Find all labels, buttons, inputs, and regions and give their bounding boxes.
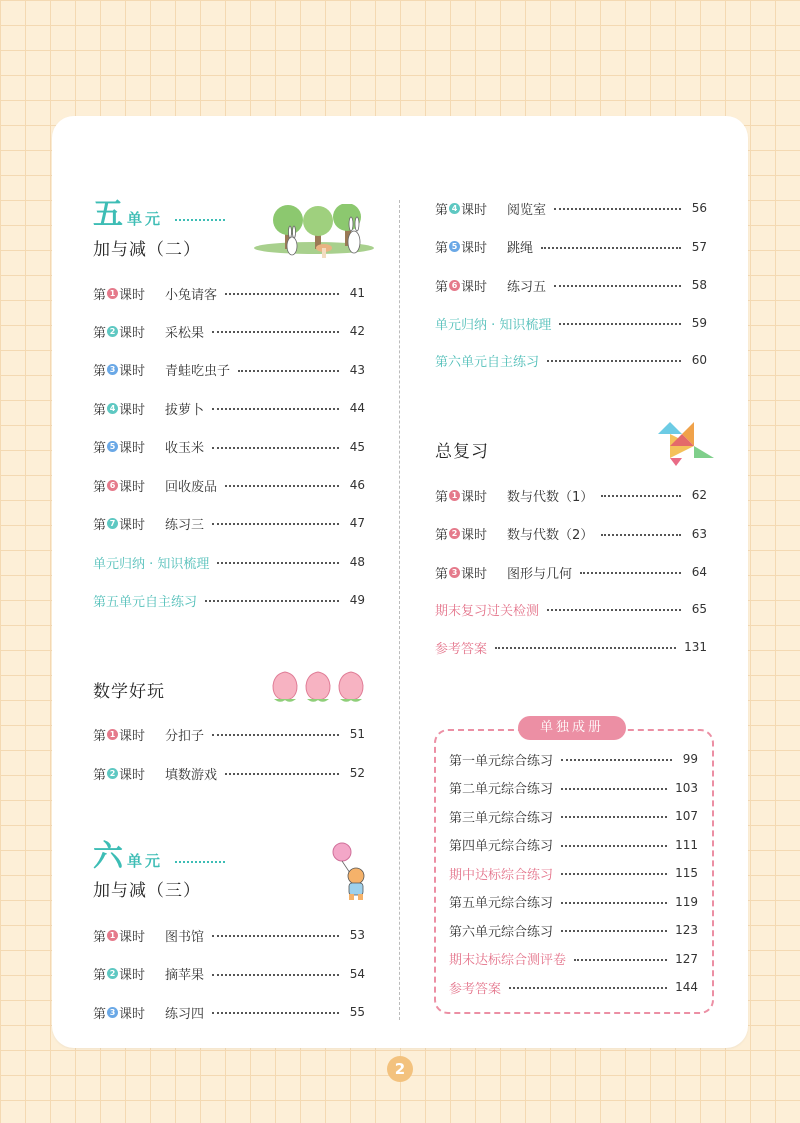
lesson-name: 回收废品 <box>165 479 218 495</box>
dot-leader <box>212 523 339 525</box>
entry-name: 参考答案 <box>449 981 502 997</box>
dot-leader <box>217 562 339 564</box>
booklet-item[interactable] <box>449 977 698 997</box>
fun-title: 数学好玩 <box>93 682 165 702</box>
lesson-number-badge: 6 <box>449 280 460 291</box>
toc-row[interactable] <box>435 562 707 582</box>
lesson-prefix: 第 <box>93 968 107 983</box>
lesson-number-badge: 2 <box>107 326 118 337</box>
lesson-prefix: 第 <box>435 489 449 505</box>
toc-row[interactable] <box>93 321 365 341</box>
dot-leader <box>601 534 681 536</box>
page-number: 52 <box>349 766 365 780</box>
lesson-label <box>93 1003 145 1022</box>
lesson-name: 拔萝卜 <box>165 402 205 418</box>
booklet-item[interactable] <box>449 892 698 912</box>
page-number: 56 <box>691 201 707 215</box>
lesson-suffix: 课时 <box>461 566 488 582</box>
booklet-item[interactable] <box>449 949 698 969</box>
lesson-number-badge: 1 <box>107 930 118 941</box>
entry-name: 第三单元综合练习 <box>449 810 554 826</box>
lesson-name: 数与代数（2） <box>507 528 594 543</box>
trees-bunnies-illustration <box>252 204 377 266</box>
dot-leader <box>547 360 681 362</box>
toc-row[interactable] <box>435 237 707 257</box>
dot-leader <box>601 495 681 497</box>
page-number: 119 <box>675 894 698 909</box>
lesson-prefix: 第 <box>93 364 107 380</box>
answers-row[interactable] <box>435 637 707 657</box>
booklet-item[interactable] <box>449 749 698 769</box>
final-test-row[interactable] <box>435 599 707 619</box>
lesson-suffix: 课时 <box>119 441 146 457</box>
lesson-name: 练习五 <box>507 279 547 295</box>
entry-name: 第二单元综合练习 <box>449 782 554 797</box>
lesson-label <box>93 514 145 533</box>
lesson-prefix: 第 <box>93 325 107 341</box>
booklet-item[interactable] <box>449 806 698 826</box>
page-number: 55 <box>349 1005 365 1019</box>
toc-row[interactable] <box>435 485 707 505</box>
lesson-number-badge: 1 <box>107 729 118 740</box>
lesson-number-badge: 4 <box>107 403 118 414</box>
unit5-number: 五 <box>93 197 123 232</box>
page-number: 45 <box>349 439 365 454</box>
lesson-label <box>435 237 487 256</box>
dot-leader <box>541 247 681 249</box>
dot-leader <box>561 845 667 847</box>
booklet-item[interactable] <box>449 778 698 798</box>
dot-leader <box>212 1012 339 1014</box>
lesson-prefix: 第 <box>93 287 107 303</box>
dot-leader <box>225 293 339 295</box>
lesson-suffix: 课时 <box>119 402 146 418</box>
entry-name: 参考答案 <box>435 641 488 657</box>
toc-row[interactable] <box>93 1002 365 1022</box>
dot-leader <box>561 873 667 875</box>
toc-row[interactable] <box>93 437 365 457</box>
lesson-prefix: 第 <box>435 528 449 543</box>
lesson-number-badge: 5 <box>107 441 118 452</box>
toc-row[interactable] <box>93 283 365 303</box>
lesson-number-badge: 3 <box>107 364 118 375</box>
unit6-title: 加与减（三） <box>93 881 201 901</box>
lesson-number-badge: 1 <box>449 490 460 501</box>
lesson-label <box>93 399 145 418</box>
lesson-name: 填数游戏 <box>165 767 218 783</box>
lesson-label <box>93 360 145 379</box>
booklet-item[interactable] <box>449 835 698 855</box>
entry-name: 单元归纳 · 知识梳理 <box>93 556 210 572</box>
entry-name: 第六单元综合练习 <box>449 924 554 940</box>
page-number: 99 <box>682 752 698 766</box>
lesson-name: 青蛙吃虫子 <box>165 364 231 380</box>
dot-leader <box>212 447 339 449</box>
peaches-icon <box>268 666 368 706</box>
page-number: 42 <box>349 324 365 339</box>
lesson-number-badge: 6 <box>107 480 118 491</box>
unit6-number: 六 <box>93 839 123 874</box>
dot-leader <box>554 285 681 287</box>
lesson-label <box>435 486 487 505</box>
column-divider <box>399 200 400 1020</box>
page-number: 127 <box>675 951 698 966</box>
lesson-name: 小兔请客 <box>165 287 218 303</box>
lesson-label <box>435 563 487 582</box>
lesson-label <box>93 964 145 983</box>
page-number: 63 <box>691 526 707 541</box>
lesson-suffix: 课时 <box>119 929 146 945</box>
lesson-prefix: 第 <box>93 402 107 418</box>
entry-name: 第六单元自主练习 <box>435 354 540 370</box>
toc-row[interactable] <box>93 724 365 744</box>
lesson-suffix: 课时 <box>119 325 146 341</box>
lesson-name: 图形与几何 <box>507 566 573 582</box>
review-title: 总复习 <box>435 442 489 462</box>
lesson-prefix: 第 <box>93 517 107 533</box>
lesson-number-badge: 7 <box>107 518 118 529</box>
lesson-label <box>435 524 487 543</box>
page-number: 2 <box>387 1056 413 1082</box>
booklet-title: 单独成册 <box>518 716 626 740</box>
page-number: 131 <box>684 640 707 654</box>
page-number: 57 <box>691 239 707 254</box>
lesson-label <box>93 322 145 341</box>
toc-row[interactable] <box>93 964 365 984</box>
lesson-suffix: 课时 <box>461 528 488 543</box>
lesson-name: 摘苹果 <box>165 968 205 983</box>
lesson-label <box>93 725 145 744</box>
lesson-suffix: 课时 <box>119 1006 146 1022</box>
lesson-label <box>435 199 487 218</box>
dot-leader <box>495 647 676 649</box>
entry-name: 单元归纳 · 知识梳理 <box>435 317 552 333</box>
dot-leader <box>561 788 667 790</box>
unit6-summary-row[interactable] <box>435 313 707 333</box>
lesson-number-badge: 3 <box>107 1007 118 1018</box>
entry-name: 期末达标综合测评卷 <box>449 953 567 968</box>
lesson-name: 练习三 <box>165 517 205 533</box>
lesson-prefix: 第 <box>93 728 107 744</box>
lesson-prefix: 第 <box>93 1006 107 1022</box>
lesson-name: 数与代数（1） <box>507 489 594 505</box>
dot-leader <box>212 408 339 410</box>
page-number: 64 <box>691 565 707 579</box>
lesson-number-badge: 4 <box>449 203 460 214</box>
toc-row[interactable] <box>435 524 707 544</box>
unit5-heading <box>93 197 225 232</box>
page-number: 107 <box>675 809 698 823</box>
dot-leader <box>509 987 667 989</box>
dot-leader <box>574 959 667 961</box>
dot-leader <box>205 600 339 602</box>
toc-row[interactable] <box>93 360 365 380</box>
page-number: 49 <box>349 593 365 607</box>
lesson-number-badge: 2 <box>449 528 460 539</box>
lesson-prefix: 第 <box>435 241 449 256</box>
lesson-suffix: 课时 <box>461 489 488 505</box>
lesson-name: 阅览室 <box>507 202 547 218</box>
dot-leader <box>225 485 339 487</box>
unit6-word: 单元 <box>127 852 164 870</box>
dot-leader <box>561 759 672 761</box>
lesson-name: 跳绳 <box>507 241 534 256</box>
lesson-prefix: 第 <box>93 929 107 945</box>
lesson-suffix: 课时 <box>461 279 488 295</box>
page-number: 115 <box>675 866 698 880</box>
toc-row[interactable] <box>93 763 365 783</box>
lesson-prefix: 第 <box>435 279 449 295</box>
lesson-label <box>93 476 145 495</box>
page-number: 62 <box>691 488 707 502</box>
dot-leader <box>580 572 681 574</box>
page-number: 47 <box>349 516 365 531</box>
page-number: 103 <box>675 780 698 795</box>
lesson-suffix: 课时 <box>119 287 146 303</box>
dot-leader <box>238 370 339 372</box>
dot-leader <box>561 816 667 818</box>
balloon-tiger-icon <box>330 840 375 902</box>
lesson-suffix: 课时 <box>119 767 146 783</box>
toc-row[interactable] <box>93 398 365 418</box>
page-number: 58 <box>691 278 707 292</box>
lesson-prefix: 第 <box>435 566 449 582</box>
lesson-name: 图书馆 <box>165 929 205 945</box>
lesson-suffix: 课时 <box>119 364 146 380</box>
lesson-suffix: 课时 <box>461 202 488 218</box>
lesson-label <box>93 284 145 303</box>
lesson-prefix: 第 <box>435 202 449 218</box>
entry-name: 第五单元自主练习 <box>93 594 198 610</box>
unit5-selftest-row[interactable] <box>93 590 365 610</box>
dot-leader <box>212 734 339 736</box>
unit5-title: 加与减（二） <box>93 240 201 260</box>
dot-leader <box>561 930 667 932</box>
lesson-number-badge: 5 <box>449 241 460 252</box>
unit5-word: 单元 <box>127 210 164 228</box>
page-number: 51 <box>349 727 365 741</box>
page-number: 123 <box>675 923 698 937</box>
lesson-name: 分扣子 <box>165 728 205 744</box>
page-number: 59 <box>691 316 707 330</box>
toc-row[interactable] <box>93 513 365 533</box>
unit6-heading <box>93 839 225 874</box>
entry-name: 期末复习过关检测 <box>435 603 540 619</box>
lesson-label <box>435 276 487 295</box>
dot-leader <box>561 902 667 904</box>
lesson-prefix: 第 <box>93 441 107 457</box>
toc-row[interactable] <box>435 198 707 218</box>
page-number: 48 <box>349 555 365 569</box>
lesson-prefix: 第 <box>93 479 107 495</box>
dot-leader <box>554 208 681 210</box>
page-number: 144 <box>675 980 698 994</box>
toc-row[interactable] <box>93 475 365 495</box>
toc-row[interactable] <box>93 925 365 945</box>
dot-leader <box>559 323 681 325</box>
lesson-label <box>93 764 145 783</box>
dot-leader <box>225 773 339 775</box>
page-number: 46 <box>349 478 365 492</box>
dot-leader <box>212 935 339 937</box>
page-number: 54 <box>349 966 365 981</box>
lesson-suffix: 课时 <box>461 241 488 256</box>
lesson-label <box>93 926 145 945</box>
lesson-name: 采松果 <box>165 325 205 341</box>
lesson-number-badge: 2 <box>107 968 118 979</box>
dot-leader <box>212 974 339 976</box>
booklet-item[interactable] <box>449 863 698 883</box>
lesson-name: 收玉米 <box>165 441 205 457</box>
tangram-bird-icon <box>656 420 716 468</box>
lesson-prefix: 第 <box>93 767 107 783</box>
lesson-name: 练习四 <box>165 1006 205 1022</box>
page-number: 43 <box>349 362 365 377</box>
lesson-number-badge: 3 <box>449 567 460 578</box>
page-number: 65 <box>691 602 707 616</box>
lesson-suffix: 课时 <box>119 517 146 533</box>
page-number: 60 <box>691 353 707 367</box>
page-number: 53 <box>349 928 365 942</box>
lesson-suffix: 课时 <box>119 728 146 744</box>
lesson-label <box>93 437 145 456</box>
booklet-item[interactable] <box>449 920 698 940</box>
entry-name: 第一单元综合练习 <box>449 753 554 769</box>
dot-leader <box>547 609 681 611</box>
entry-name: 期中达标综合练习 <box>449 867 554 883</box>
lesson-number-badge: 2 <box>107 768 118 779</box>
lesson-suffix: 课时 <box>119 968 146 983</box>
unit5-summary-row[interactable] <box>93 552 365 572</box>
page-number: 44 <box>349 401 365 416</box>
unit6-selftest-row[interactable] <box>435 350 707 370</box>
toc-row[interactable] <box>435 275 707 295</box>
entry-name: 第四单元综合练习 <box>449 839 554 854</box>
lesson-number-badge: 1 <box>107 288 118 299</box>
lesson-suffix: 课时 <box>119 479 146 495</box>
dot-leader <box>212 331 339 333</box>
page-number: 41 <box>349 286 365 300</box>
page-number: 111 <box>675 837 698 852</box>
entry-name: 第五单元综合练习 <box>449 896 554 911</box>
